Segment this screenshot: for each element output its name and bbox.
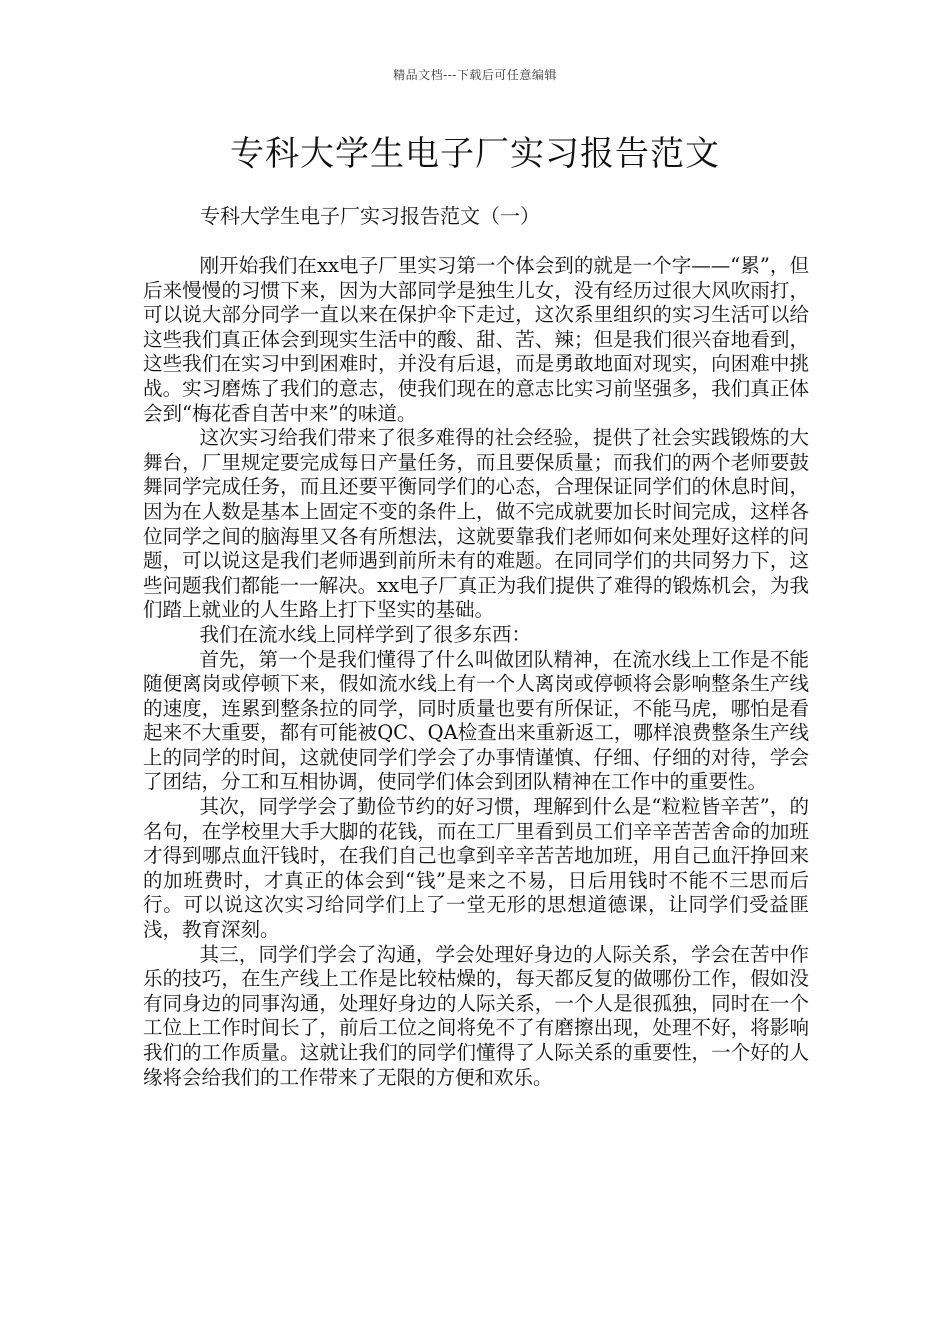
- paragraph-2: 这次实习给我们带来了很多难得的社会经验，提供了社会实践锻炼的大舞台，厂里规定要完成每日产量任务，而且要保质量；而我们的两个老师要鼓舞同学完成任务，而且还要平衡同学们的心态，合理保证同学们的休息时间，因为在人数是基本上固定不变的条件上，做不完成就要加长时间完成，这样各位同学之间的脑海里又各有所想法，这就要靠我们老师如何来处理好这样的问题，可以说这是我们老师遇到前所未有的难题。在同同学们的共同努力下，这些问题我们都能一一解决。xx电子厂真正为我们提供了难得的锻炼机会，为我们踏上就业的人生路上打下坚实的基础。: [143, 426, 809, 622]
- paragraph-3: 我们在流水线上同样学到了很多东西：: [199, 622, 532, 646]
- document-subtitle: 专科大学生电子厂实习报告范文（一）: [200, 204, 540, 228]
- page-header: 精品文档---下载后可任意编辑: [393, 68, 557, 82]
- paragraph-5: 其次，同学学会了勤俭节约的好习惯，理解到什么是“粒粒皆辛苦”，的名句，在学校里大手大脚的花钱，而在工厂里看到员工们辛辛苦苦舍命的加班才得到哪点血汗钱时，在我们自己也拿到辛辛苦苦地加班，用自己血汗挣回来的加班费时，才真正的体会到“钱”是来之不易，日后用钱时不能不三思而后行。可以说这次实习给同学们上了一堂无形的思想道德课，让同学们受益匪浅，教育深刻。: [143, 795, 809, 942]
- paragraph-1: 刚开始我们在xx电子厂里实习第一个体会到的就是一个字——“累”，但后来慢慢的习惯下来，因为大部同学是独生儿女，没有经历过很大风吹雨打，可以说大部分同学一直以来在保护伞下走过，这次系里组织的实习生活可以给这些我们真正体会到现实生活中的酸、甜、苦、辣；但是我们很兴奋地看到，这些我们在实习中到困难时，并没有后退，而是勇敢地面对现实，向困难中挑战。实习磨炼了我们的意志，使我们现在的意志比实习前坚强多，我们真正体会到“梅花香自苦中来”的味道。: [143, 254, 809, 425]
- paragraph-4: 首先，第一个是我们懂得了什么叫做团队精神，在流水线上工作是不能随便离岗或停顿下来，假如流水线上有一个人离岗或停顿将会影响整条生产线的速度，连累到整条拉的同学，同时质量也要有所保证，不能马虎，哪怕是看起来不大重要，都有可能被QC、QA检查出来重新返工，哪样浪费整条生产线上的同学的时间，这就使同学们学会了办事情谨慎、仔细、仔细的对待，学会了团结，分工和互相协调，使同学们体会到团队精神在工作中的重要性。: [143, 647, 809, 794]
- paragraph-6: 其三，同学们学会了沟通，学会处理好身边的人际关系，学会在苦中作乐的技巧，在生产线上工作是比较枯燥的，每天都反复的做哪份工作，假如没有同身边的同事沟通，处理好身边的人际关系，一个人是很孤独，同时在一个工位上工作时间长了，前后工位之间将免不了有磨擦出现，处理不好，将影响我们的工作质量。这就让我们的同学们懂得了人际关系的重要性，一个好的人缘将会给我们的工作带来了无限的方便和欢乐。: [143, 942, 809, 1089]
- document-title: 专科大学生电子厂实习报告范文: [230, 134, 720, 174]
- document-body: [143, 254, 809, 1090]
